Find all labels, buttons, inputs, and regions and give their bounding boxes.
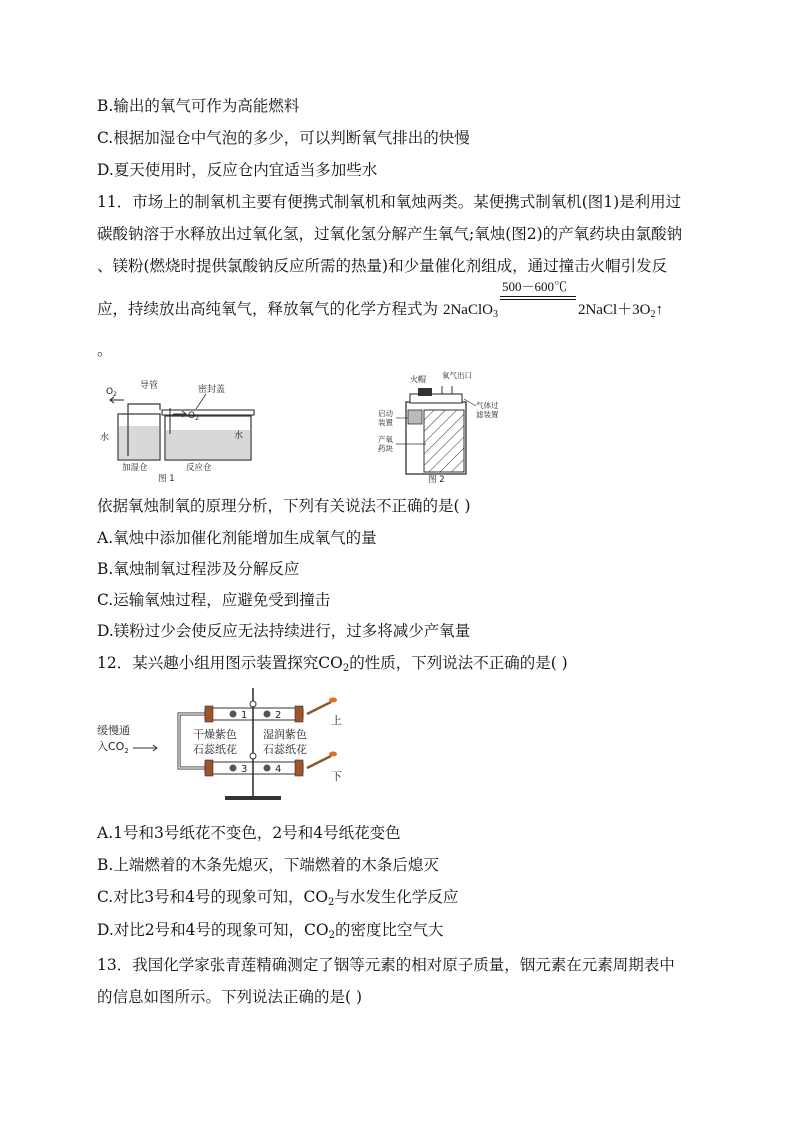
fig1-water-right-label: 水	[234, 431, 244, 441]
fig1-reactor-label: 反应仓	[186, 463, 212, 473]
q12-dry-label-1: 干燥紫色	[193, 728, 237, 741]
fig1-o2-out-label: $O_2$	[106, 387, 117, 398]
q12-option-c	[97, 887, 458, 913]
fig1-humidifier-label: 加湿仓	[122, 463, 148, 473]
q12-option-a: A.1号和3号纸花不变色，2号和4号纸花变色	[97, 824, 401, 842]
fig2-cap-label: 火帽	[410, 375, 426, 384]
fig2-block-label-1: 产氧	[378, 435, 393, 444]
fig2-block-label-2: 药块	[378, 444, 393, 453]
q10-option-d: D.夏天使用时，反应仓内宜适当多加些水	[97, 161, 378, 179]
q12-option-d	[97, 920, 444, 946]
q12-num-1: 1	[241, 710, 248, 721]
eq-arrow: ↑	[655, 302, 663, 318]
q12-inlet-label-1: 缓慢通	[97, 724, 130, 737]
q12-option-c-suffix: 与水发生化学反应	[334, 888, 459, 906]
q12-inlet-label-2: 入$CO_2$	[97, 740, 129, 755]
q11-equation	[442, 279, 663, 320]
q12-bottom-label: 下	[331, 770, 342, 783]
fig1-caption: 图 1	[158, 474, 175, 482]
q11-option-a: A.氧烛中添加催化剂能增加生成氧气的量	[97, 529, 377, 547]
fig2-start-label-2: 装置	[378, 418, 393, 427]
fig1-lid-label: 密封盖	[198, 385, 226, 395]
figure-2-oxygen-candle	[376, 366, 502, 484]
q10-option-c: C.根据加湿仓中气泡的多少，可以判断氧气排出的快慢	[97, 129, 470, 147]
q11-stem-line2: 碳酸钠溶于水释放出过氧化氢，过氧化氢分解产生氧气;氧烛(图2)的产氧药块由氯酸钠	[97, 225, 683, 243]
fig2-caption: 图 2	[428, 475, 445, 484]
eq-products-sub: 2	[650, 309, 656, 320]
q10-option-b: B.输出的氧气可作为高能燃料	[97, 97, 300, 115]
q11-stem-line4-text: 应，持续放出高纯氧气，释放氧气的化学方程式为	[97, 300, 439, 318]
fig1-water-left-label: 水	[100, 433, 110, 443]
q12-option-d-co2: CO	[304, 921, 329, 939]
eq-reactant: 2NaClO	[442, 302, 493, 318]
fig2-start-label-1: 启动	[378, 409, 393, 418]
q12-num-4: 4	[275, 764, 282, 775]
q13-stem-line1: 13．我国化学家张青莲精确测定了铟等元素的相对原子质量，铟元素在元素周期表中	[97, 956, 675, 974]
q11-stem-line4	[97, 279, 663, 325]
figure-1-humidifier-apparatus	[100, 374, 256, 482]
q12-num-3: 3	[241, 764, 248, 775]
fig2-filter-label-2: 滤装置	[476, 410, 499, 419]
q12-dry-label-2: 石蕊纸花	[193, 743, 237, 756]
q12-stem-prefix: 12．某兴趣小组用图示装置探究	[97, 654, 319, 672]
fig1-tube-label: 导管	[140, 381, 159, 391]
figure-co2-apparatus	[95, 684, 355, 814]
q11-option-d: D.镁粉过少会使反应无法持续进行，过多将减少产氧量	[97, 622, 471, 640]
q11-stem-line1: 11．市场上的制氧机主要有便携式制氧机和氧烛两类。某便携式制氧机(图1)是利用过	[97, 193, 682, 211]
q12-option-b: B.上端燃着的木条先熄灭，下端燃着的木条后熄灭	[97, 856, 439, 874]
eq-condition	[500, 279, 576, 314]
q11-stem-line5: 。	[97, 341, 113, 359]
q12-option-c-prefix: C.对比3号和4号的现象可知，	[97, 888, 304, 906]
q11-stem-line3: 、镁粉(燃烧时提供氯酸钠反应所需的热量)和少量催化剂组成，通过撞击火帽引发反	[97, 257, 668, 275]
q12-stem-suffix: 的性质，下列说法不正确的是( )	[349, 654, 568, 672]
q12-wet-label-2: 石蕊纸花	[263, 743, 307, 756]
q11-question: 依据氧烛制氧的原理分析，下列有关说法不正确的是( )	[97, 497, 471, 515]
q12-option-d-sub: 2	[328, 930, 335, 941]
fig2-outlet-label: 氧气出口	[442, 371, 472, 380]
q12-wet-label-1: 湿润紫色	[263, 728, 307, 741]
q12-option-c-co2: CO	[303, 888, 329, 906]
q12-num-2: 2	[275, 710, 282, 721]
q12-stem	[97, 653, 568, 679]
q13-stem-line2: 的信息如图所示。下列说法正确的是( )	[97, 988, 363, 1006]
eq-reactant-sub: 3	[492, 309, 498, 320]
eq-condition-text: 500－600℃	[501, 279, 567, 294]
eq-products: 2NaCl＋3O	[577, 302, 651, 318]
q12-option-c-sub: 2	[328, 897, 335, 908]
q12-stem-co2: CO	[318, 654, 343, 672]
fig1-o2-in-label: $O_2$	[188, 411, 199, 422]
q12-stem-co2-sub: 2	[342, 663, 350, 674]
q12-option-d-suffix: 的密度比空气大	[334, 921, 444, 939]
q11-option-b: B.氧烛制氧过程涉及分解反应	[97, 560, 300, 578]
fig2-filter-label-1: 气体过	[476, 401, 499, 410]
q12-top-label: 上	[331, 714, 342, 727]
q11-option-c: C.运输氧烛过程，应避免受到撞击	[97, 591, 331, 609]
q12-option-d-prefix: D.对比2号和4号的现象可知，	[97, 921, 305, 939]
